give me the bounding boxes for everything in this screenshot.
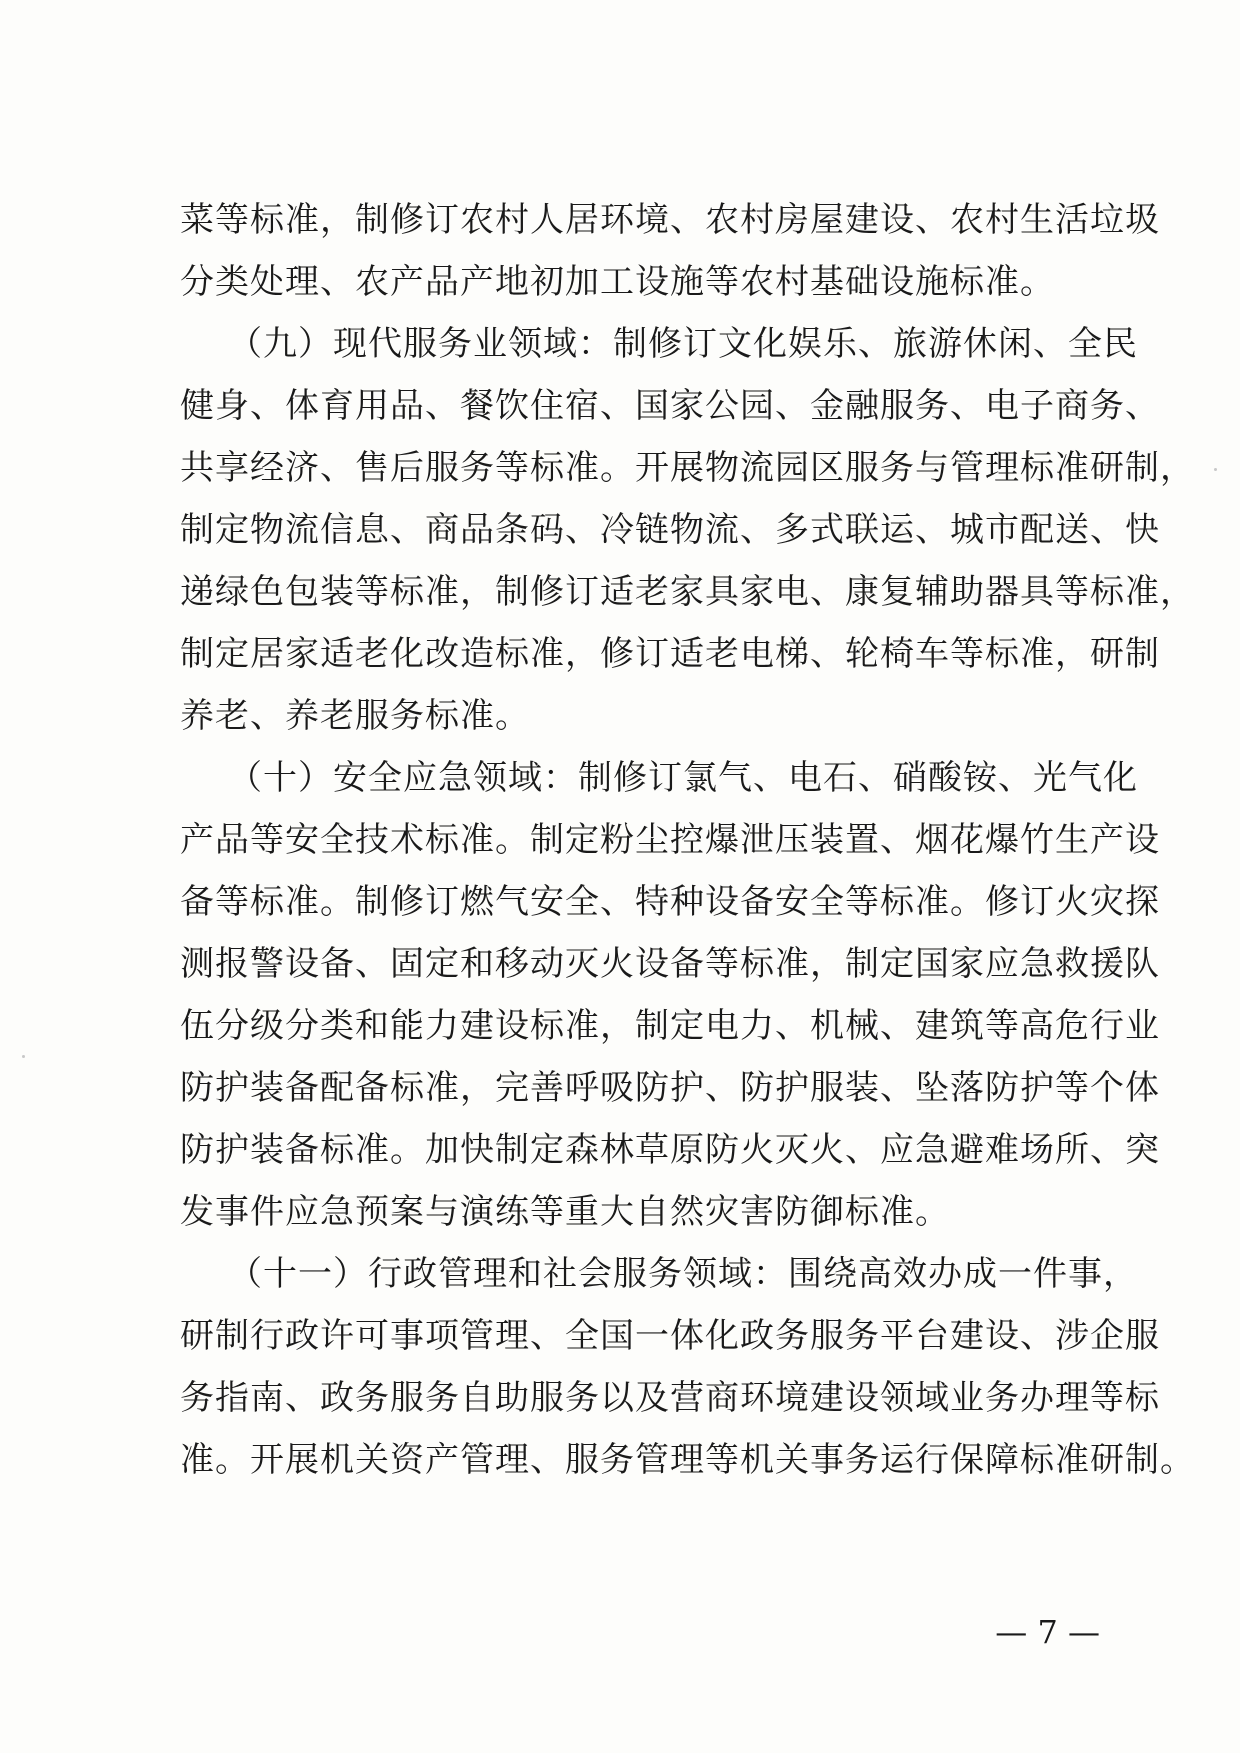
section-heading-line: （十一）行政管理和社会服务领域：围绕高效办成一件事，: [228, 1254, 1138, 1294]
paragraph-line: 防护装备配备标准，完善呼吸防护、防护服装、坠落防护等个体: [180, 1068, 1160, 1108]
paragraph-line: 发事件应急预案与演练等重大自然灾害防御标准。: [180, 1192, 950, 1232]
paragraph-line: 研制行政许可事项管理、全国一体化政务服务平台建设、涉企服: [180, 1316, 1160, 1356]
paragraph-line: 准。开展机关资产管理、服务管理等机关事务运行保障标准研制。: [180, 1440, 1195, 1480]
paragraph-line: 菜等标准，制修订农村人居环境、农村房屋建设、农村生活垃圾: [180, 200, 1160, 240]
paragraph-line: 测报警设备、固定和移动灭火设备等标准，制定国家应急救援队: [180, 944, 1160, 984]
paragraph-line: 防护装备标准。加快制定森林草原防火灭火、应急避难场所、突: [180, 1130, 1160, 1170]
scan-speck: [1214, 468, 1217, 471]
section-heading-line: （九）现代服务业领域：制修订文化娱乐、旅游休闲、全民: [228, 324, 1138, 364]
paragraph-line: 备等标准。制修订燃气安全、特种设备安全等标准。修订火灾探: [180, 882, 1160, 922]
paragraph-line: 递绿色包装等标准，制修订适老家具家电、康复辅助器具等标准，: [180, 572, 1195, 612]
paragraph-line: 制定居家适老化改造标准，修订适老电梯、轮椅车等标准，研制: [180, 634, 1160, 674]
paragraph-line: 务指南、政务服务自助服务以及营商环境建设领域业务办理等标: [180, 1378, 1160, 1418]
paragraph-line: 产品等安全技术标准。制定粉尘控爆泄压装置、烟花爆竹生产设: [180, 820, 1160, 860]
paragraph-line: 养老、养老服务标准。: [180, 696, 530, 736]
paragraph-line: 共享经济、售后服务等标准。开展物流园区服务与管理标准研制，: [180, 448, 1195, 488]
paragraph-line: 制定物流信息、商品条码、冷链物流、多式联运、城市配送、快: [180, 510, 1160, 550]
scan-speck: [22, 1055, 25, 1058]
paragraph-line: 健身、体育用品、餐饮住宿、国家公园、金融服务、电子商务、: [180, 386, 1160, 426]
paragraph-line: 伍分级分类和能力建设标准，制定电力、机械、建筑等高危行业: [180, 1006, 1160, 1046]
page-number: — 7 —: [995, 1613, 1100, 1651]
section-heading-line: （十）安全应急领域：制修订氯气、电石、硝酸铵、光气化: [228, 758, 1138, 798]
paragraph-line: 分类处理、农产品产地初加工设施等农村基础设施标准。: [180, 262, 1055, 302]
